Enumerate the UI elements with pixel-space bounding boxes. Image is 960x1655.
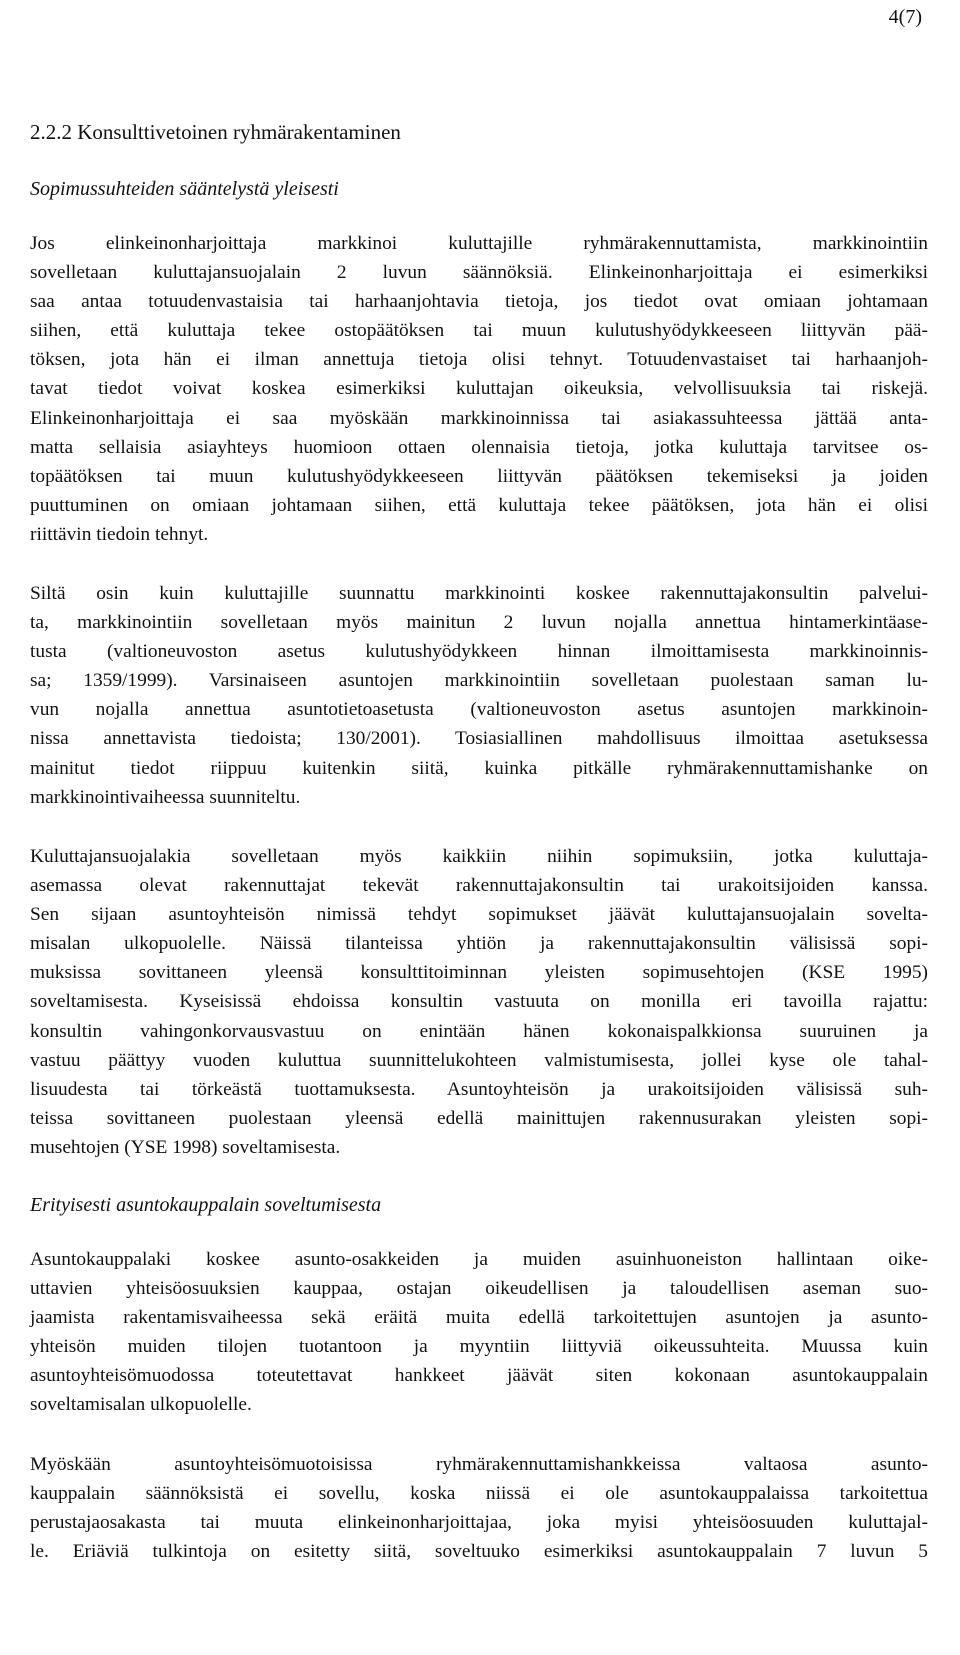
text-line: teissa sovittaneen puolestaan yleensä edellä mainittujen rakennusurakan yleisten sopi- [30, 1107, 928, 1129]
text-line: asemassa olevat rakennuttajat tekevät rakennuttajakonsultin tai urakoitsijoiden kanssa. [30, 875, 928, 897]
text-line: puuttuminen on omiaan johtamaan siihen, että kuluttaja tekee päätöksen, jota hän ei olisi [30, 494, 928, 516]
text-line: le. Eriäviä tulkintoja on esitetty siitä, soveltuuko esimerkiksi asuntokauppalain 7 luvun 5 [30, 1541, 928, 1563]
text-line: soveltamisesta. Kyseisissä ehdoissa konsultin vastuuta on monilla eri tavoilla rajattu: [30, 991, 928, 1013]
text-line: Sen sijaan asuntoyhteisön nimissä tehdyt sopimukset jäävät kuluttajansuojalain sovelta- [30, 904, 928, 926]
text-line: sa; 1359/1999). Varsinaiseen asuntojen markkinointiin sovelletaan puolestaan saman lu- [30, 670, 928, 692]
text-line: riittävin tiedoin tehnyt. [30, 523, 209, 545]
text-line: mainitut tiedot riippuu kuitenkin siitä, kuinka pitkälle ryhmärakennuttamishanke on [30, 757, 928, 779]
text-line: ta, markkinointiin sovelletaan myös mainitun 2 luvun nojalla annettua hintamerkintäase- [30, 612, 928, 634]
section-heading: 2.2.2 Konsulttivetoinen ryhmärakentaminen [30, 120, 401, 144]
paragraph-asuntokauppalaki [30, 1245, 928, 1420]
paragraph-asuntoyhteiso [30, 1450, 928, 1566]
text-line: soveltamisalan ulkopuolelle. [30, 1394, 252, 1416]
text-line: Jos elinkeinonharjoittaja markkinoi kuluttajille ryhmärakennuttamista, markkinointiin [30, 233, 928, 254]
text-line: kauppalain säännöksistä ei sovellu, koska niissä ei ole asuntokauppalaissa tarkoitettua [30, 1483, 928, 1505]
text-line: sovelletaan kuluttajansuojalain 2 luvun säännöksiä. Elinkeinonharjoittaja ei esimerkiksi [30, 262, 928, 284]
text-line: konsultin vahingonkorvausvastuu on enintään hänen kokonaispalkkionsa suuruinen ja [30, 1020, 928, 1042]
page-number: 4(7) [888, 6, 922, 28]
text-line: vun nojalla annettua asuntotietoasetusta (valtioneuvoston asetus asuntojen markkinoin- [30, 699, 928, 721]
text-line: markkinointivaiheessa suunniteltu. [30, 786, 301, 808]
text-line: siihen, että kuluttaja tekee ostopäätöksen tai muun kulutushyödykkeeseen liittyvän pää- [30, 320, 928, 342]
text-line: muksissa sovittaneen yleensä konsulttitoiminnan yleisten sopimusehtojen (KSE 1995) [30, 962, 928, 984]
text-line: Kuluttajansuojalakia sovelletaan myös kaikkiin niihin sopimuksiin, jotka kuluttaja- [30, 846, 928, 867]
text-line: misalan ulkopuolelle. Näissä tilanteissa yhtiön ja rakennuttajakonsultin välisissä sopi- [30, 933, 928, 955]
text-line: nissa annettavista tiedoista; 130/2001). Tosiasiallinen mahdollisuus ilmoittaa asetuksessa [30, 728, 928, 750]
text-line: Elinkeinonharjoittaja ei saa myöskään markkinoinnissa tai asiakassuhteessa jättää anta- [30, 407, 928, 429]
text-line: jaamista rakentamisvaiheessa sekä eräitä muita edellä tarkoitettujen asuntojen ja asunto- [30, 1307, 928, 1329]
paragraph-rakennuttajakonsultti [30, 579, 928, 812]
text-line: musehtojen (YSE 1998) soveltamisesta. [30, 1136, 341, 1158]
paragraph-kuluttajansuojalaki [30, 842, 928, 1162]
text-line: saa antaa totuudenvastaisia tai harhaanjohtavia tietoja, jos tiedot ovat omiaan johtamaan [30, 291, 928, 313]
text-line: Asuntokauppalaki koskee asunto-osakkeiden ja muiden asuinhuoneiston hallintaan oike- [30, 1249, 928, 1270]
text-line: tusta (valtioneuvoston asetus kulutushyödykkeen hinnan ilmoittamisesta markkinoinnis- [30, 641, 928, 663]
paragraph-markkinointi [30, 229, 928, 549]
text-line: Siltä osin kuin kuluttajille suunnattu markkinointi koskee rakennuttajakonsultin palvelui- [30, 583, 928, 604]
text-line: perustajaosakasta tai muuta elinkeinonharjoittajaa, joka myisi yhteisöosuuden kuluttajal- [30, 1512, 928, 1534]
text-line: asuntoyhteisömuodossa toteutettavat hankkeet jäävät siten kokonaan asuntokauppalain [30, 1365, 928, 1387]
text-line: töksen, jota hän ei ilman annettuja tietoja olisi tehnyt. Totuudenvastaiset tai harhaanjoh- [30, 349, 928, 371]
text-line: vastuu päättyy vuoden kuluttua suunnittelukohteen valmistumisesta, jollei kyse ole tahal- [30, 1049, 928, 1071]
text-line: tavat tiedot voivat koskea esimerkiksi kuluttajan oikeuksia, velvollisuuksia tai riskejä. [30, 378, 928, 400]
subheading-asuntokauppalaki: Erityisesti asuntokauppalain soveltumisesta [30, 1194, 382, 1216]
text-line: uttavien yhteisöosuuksien kauppaa, ostajan oikeudellisen ja taloudellisen aseman suo- [30, 1278, 928, 1300]
text-line: topäätöksen tai muun kulutushyödykkeeseen liittyvän päätöksen tekemiseksi ja joiden [30, 465, 928, 487]
text-line: Myöskään asuntoyhteisömuotoisissa ryhmärakennuttamishankkeissa valtaosa asunto- [30, 1454, 928, 1475]
text-line: lisuudesta tai törkeästä tuottamuksesta. Asuntoyhteisön ja urakoitsijoiden välisissä suh- [30, 1078, 928, 1100]
subheading-sopimussuhteiden: Sopimussuhteiden sääntelystä yleisesti [30, 178, 339, 200]
text-line: matta sellaisia asiayhteys huomioon ottaen olennaisia tietoja, jotka kuluttaja tarvitsee os- [30, 436, 928, 458]
text-line: yhteisön muiden tilojen tuotantoon ja myyntiin liittyviä oikeussuhteita. Muussa kuin [30, 1336, 928, 1358]
